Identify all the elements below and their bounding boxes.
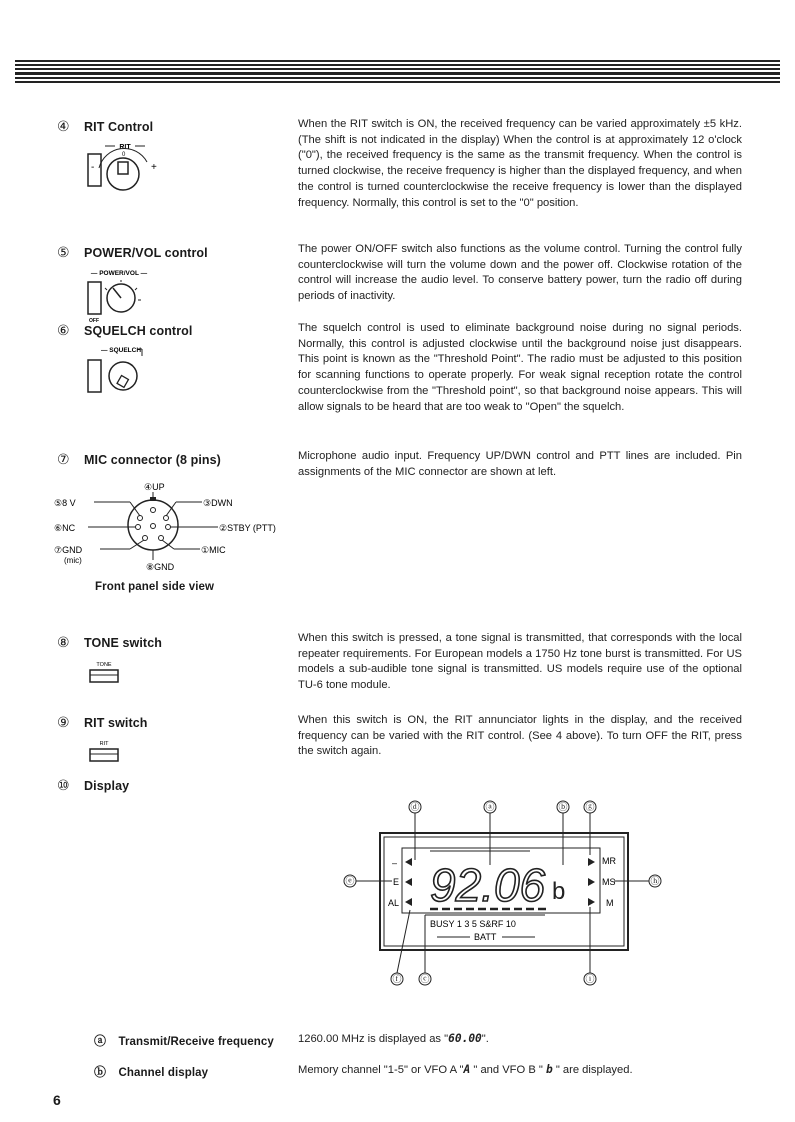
svg-text:-: - [91,162,95,173]
lcd-right-label-2: MS [602,877,616,887]
lcd-channel: b [552,878,566,905]
svg-text:— POWER/VOL —: — POWER/VOL — [90,270,148,277]
legend-item-b [94,1063,208,1081]
display-heading [57,777,129,795]
rit-switch-text: When this switch is ON, the RIT annunciator lights in the display, and the received frequency can be varied with the RIT control. (See 4 above). To turn OFF the RIT, press the switch again. [298,714,742,758]
pin-nc: ⑥NC [54,523,76,533]
section-number: ⑧ [57,634,70,650]
rit-switch-diagram [84,737,124,765]
lcd-right-label-1: MR [602,856,616,866]
section-number: ⑤ [57,244,70,260]
legend-text-a: 1260.00 MHz is displayed as "60.00". [298,1032,489,1045]
section-title: SQUELCH control [84,324,193,338]
power-vol-heading [57,244,208,262]
lcd-left-label-1: – [392,858,398,868]
tone-text: When this switch is pressed, a tone signal is transmitted, that corresponds with the local repeater requirements. For European models a 1750 Hz tone burst is transmitted. For US models a sub-audible tone signal is transmitted. US models require use of the optional TU-6 tone module. [298,632,742,692]
lcd-bottom-scale: BUSY 1 3 5 S&RF 10 [430,919,516,929]
mic-caption: Front panel side view [95,581,215,593]
callout-f: ⓕ [392,974,402,984]
lcd-display-diagram [330,795,700,990]
pin-8v: ⑤8 V [54,498,76,508]
lcd-frequency: 92.06 [430,859,546,911]
page-number: 6 [53,1092,61,1108]
rit-label: RIT [119,144,131,151]
squelch-text: The squelch control is used to eliminate background noise during no signal periods. Normally, this control is adjusted clockwise until the background noise just disappears. This point is known as the "Threshold Point". The radio must be adjusted to this position for scanning functions to operate properly. For weak signal reception rotate the control counterclockwise from the "Threshold point", so that background noise appears. This will allow signals to be heard that are too weak to "Open" the squelch. [298,322,742,413]
section-number: ⑩ [57,777,70,793]
legend-number: ⓑ [94,1065,107,1079]
svg-text:OFF: OFF [89,318,99,324]
section-title: RIT Control [84,120,154,134]
svg-text:— SQUELCH: — SQUELCH [100,347,142,354]
section-title: MIC connector (8 pins) [84,453,221,467]
rit-knob-diagram [85,140,165,198]
power-vol-text: The power ON/OFF switch also functions as the volume control. Turning the control fully counterclockwise will turn the volume down and the power off. Clockwise rotation of the control will increase the audio level. To conserve battery power, turn the radio off during periods of inactivity. [298,243,742,303]
tone-switch-diagram [84,658,124,686]
rit-switch-heading [57,714,148,732]
squelch-knob-diagram [85,344,165,402]
section-number: ⑥ [57,322,70,338]
callout-g: ⓖ [585,802,595,812]
lcd-left-label-3: AL [388,898,400,908]
section-number: ⑨ [57,714,70,730]
pin-gnd: ⑧GND [146,562,175,572]
callout-h: ⓗ [650,876,660,886]
lcd-batt: BATT [474,932,497,942]
mic-text: Microphone audio input. Frequency UP/DWN control and PTT lines are included. Pin assignments of the MIC connector are shown at left. [298,450,742,478]
svg-text:+: + [151,162,157,173]
callout-i: ⓘ [585,974,595,984]
callout-a: ⓐ [485,802,495,812]
svg-text:0: 0 [122,152,126,158]
section-title: POWER/VOL control [84,246,208,260]
lcd-left-label-2: E [393,877,400,887]
legend-number: ⓐ [94,1034,107,1048]
rit-control-heading [57,118,153,136]
tone-heading [57,634,162,652]
callout-e: ⓔ [345,876,355,886]
section-title: RIT switch [84,716,148,730]
callout-b: ⓑ [558,802,568,812]
callout-d: ⓓ [410,802,420,812]
mic-connector-diagram [50,478,280,580]
legend-title: Transmit/Receive frequency [118,1036,274,1048]
pin-up: ④UP [144,482,165,492]
mic-heading [57,451,221,469]
legend-text-b: Memory channel "1-5" or VFO A "A " and VFO B " b " are displayed. [298,1063,633,1076]
pin-mic: ①MIC [201,545,226,555]
squelch-heading [57,322,192,340]
section-number: ④ [57,118,70,134]
svg-text:TONE: TONE [96,662,112,668]
legend-item-a [94,1032,274,1050]
section-title: Display [84,779,130,793]
svg-text:(mic): (mic) [64,556,82,565]
header-rule [15,60,780,88]
pin-stby: ②STBY (PTT) [219,523,276,533]
callout-c: ⓒ [420,974,430,984]
pin-dwn: ③DWN [203,498,233,508]
rit-control-text: When the RIT switch is ON, the received frequency can be varied approximately ±5 kHz. (The shift is not indicated in the display) When the control is at approximately 12 o'clock ("0"), the received frequency is the same as the transmit frequency. When the control is turned clockwise, the receive frequency is higher than the displayed frequency, and when the control is turned counterclockwise the receive frequency is lower than the displayed frequency. Normally, this control is set to the "0" position. [298,118,742,209]
legend-title: Channel display [118,1067,209,1079]
power-vol-knob-diagram [85,266,165,324]
section-title: TONE switch [84,636,162,650]
pin-gnd-mic: ⑦GND [54,545,83,555]
lcd-right-label-3: M [606,898,614,908]
svg-text:RIT: RIT [99,741,109,747]
section-number: ⑦ [57,451,70,467]
